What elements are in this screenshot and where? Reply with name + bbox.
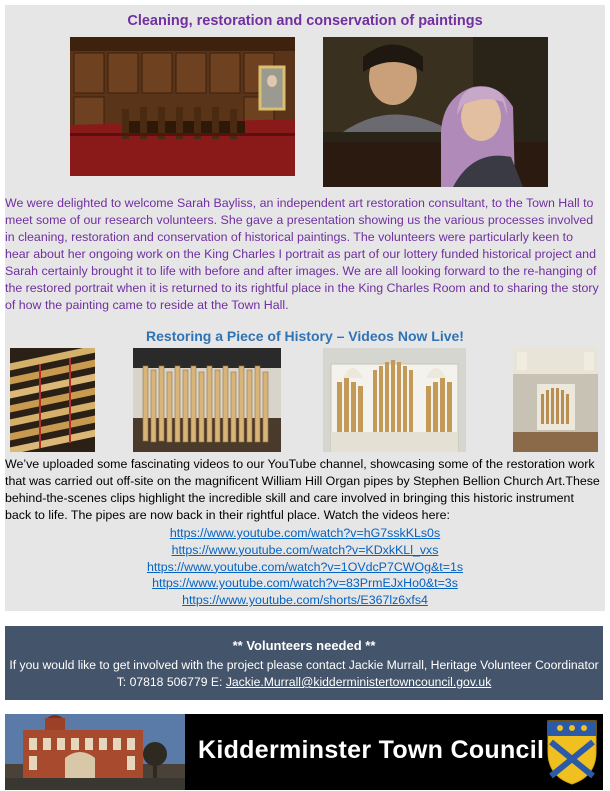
main-content-panel [5,5,605,611]
video-link-3[interactable]: https://www.youtube.com/watch?v=1OVdcP7CWOg&t=1s [146,559,464,574]
video-link-2[interactable]: https://www.youtube.com/watch?v=KDxkKLl_vxs [171,542,439,557]
video-links-list [5,525,605,609]
paintings-paragraph: We were delighted to welcome Sarah Bayliss, an independent art restoration consultant, to the Town Hall to meet some of our research volunteers. She gave a presentation showing us the various processes involved in cleaning, restoration and conservation of historical paintings. The volunteers were particularly keen to hear about her ongoing work on the King Charles I portrait as part of our lottery funded historical project and Sarah certainly brought it to life with before and after images. We are all looking forward to the re-hanging of the restored portrait when it is returned to its rightful place in the King Charles Room and to sharing the story of how the painting came to reside at the Town Hall. [5,196,599,312]
volunteers-contact-text: If you would like to get involved with the project please contact Jackie Murrall, Heritage Volunteer Coordinator T: 07818 506779 E: [9,658,599,689]
volunteers-text [5,657,603,691]
town-hall-building-image [5,714,185,790]
video-link-1[interactable]: https://www.youtube.com/watch?v=hG7sskKLs0s [169,526,441,540]
volunteers-panel [5,626,603,700]
photo-organ-front [323,348,466,452]
volunteers-title: ** Volunteers needed ** [232,638,376,653]
photo-sarah-bayliss [323,37,548,187]
photo-king-charles-room [70,37,295,176]
photo-organ-pipes-table [133,348,281,452]
video-link-4[interactable]: https://www.youtube.com/watch?v=83PrmEJxHo0&t=3s [152,576,458,591]
council-name: Kidderminster Town Council [198,736,545,764]
photo-organ-pipes-closeup [10,348,95,452]
volunteer-email-link[interactable]: Jackie.Murrall@kidderministertowncouncil.gov.uk [225,675,492,689]
section-title-videos: Restoring a Piece of History – Videos Now Live! [146,328,464,344]
photo-town-hall-interior [513,348,598,452]
videos-paragraph: We’ve uploaded some fascinating videos to our YouTube channel, showcasing some of the restoration work that was carried out off-site on the magnificent William Hill Organ pipes by Stephen Bellion Church Art.These behind-the-scenes clips highlight the incredible skill and care involved in bringing this historic instrument back to life. The pipes are now back in their rightful place. Watch the videos here: [5,457,600,522]
video-link-5[interactable]: https://www.youtube.com/shorts/E367lz6xfs4 [182,593,428,608]
council-footer-banner [5,714,603,790]
section-title-paintings: Cleaning, restoration and conservation of paintings [127,13,483,29]
council-crest-icon [545,718,599,786]
